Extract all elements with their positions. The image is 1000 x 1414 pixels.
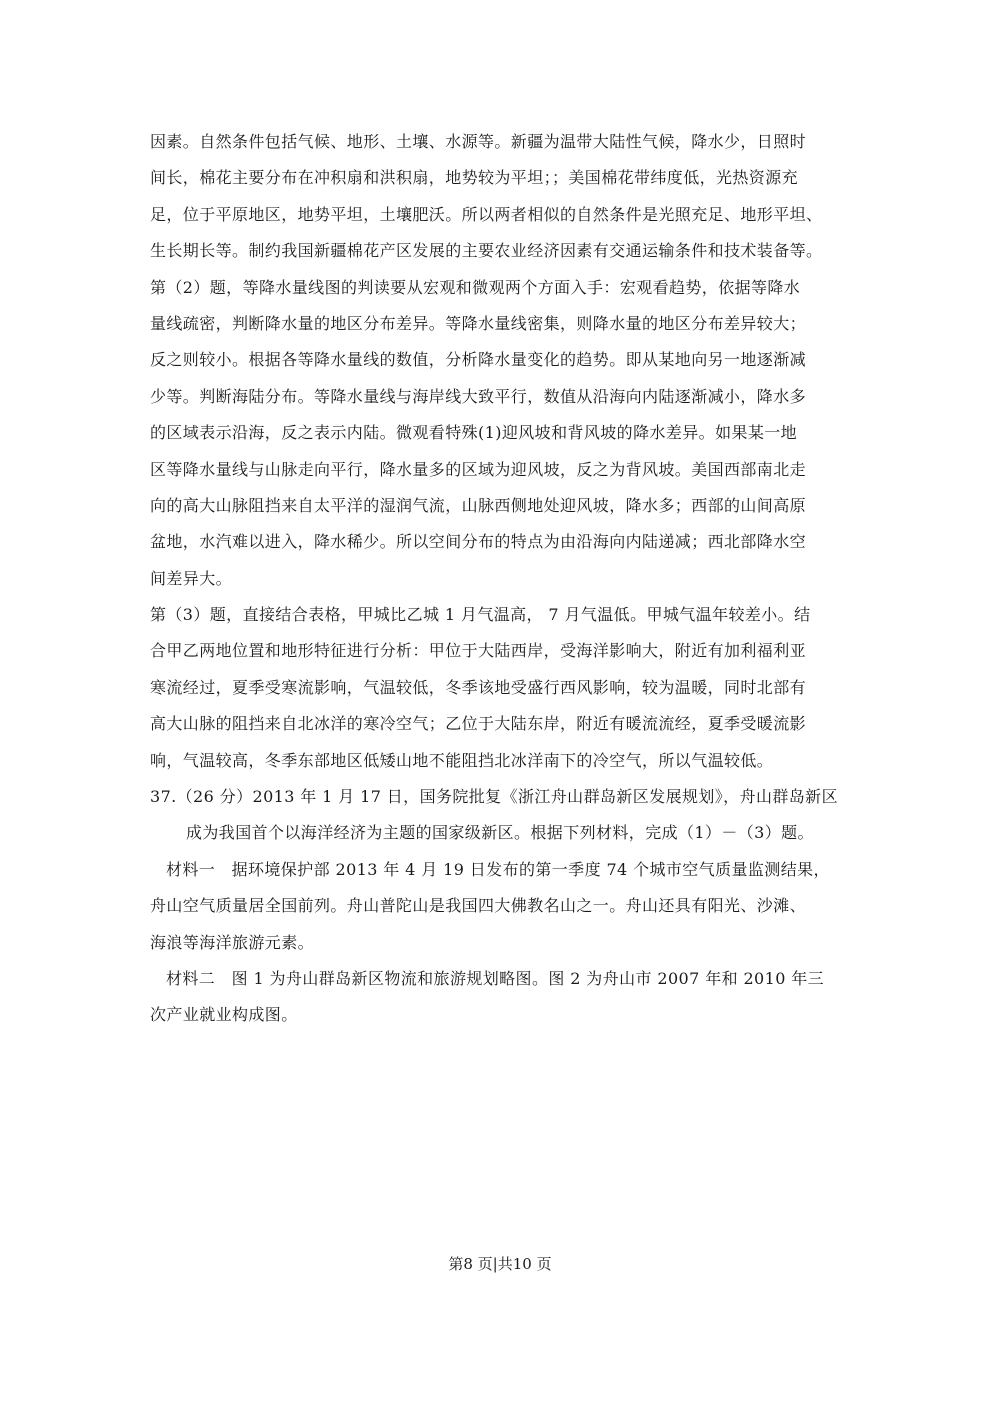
text-line: 舟山空气质量居全国前列。舟山普陀山是我国四大佛教名山之一。舟山还具有阳光、沙滩、 <box>150 896 807 916</box>
text-line: 量线疏密，判断降水量的地区分布差异。等降水量线密集，则降水量的地区分布差异较大； <box>150 313 807 333</box>
text-line: 足，位于平原地区，地势平坦，土壤肥沃。所以两者相似的自然条件是光照充足、地形平坦、 <box>150 204 823 224</box>
text-line: 次产业就业构成图。 <box>150 1005 298 1025</box>
text-line: 的区域表示沿海，反之表示内陆。微观看特殊(1)迎风坡和背风坡的降水差异。如果某一地 <box>150 423 798 443</box>
document-body <box>150 124 856 1034</box>
text-line: 合甲乙两地位置和地形特征进行分析：甲位于大陆西岸，受海洋影响大，附近有加利福利亚 <box>150 641 807 661</box>
material-two: 材料二 图 1 为舟山群岛新区物流和旅游规划略图。图 2 为舟山市 2007 年和 2010 年三 <box>166 968 825 988</box>
page-footer: 第8 页|共10 页 <box>448 1255 552 1273</box>
text-line: 间长，棉花主要分布在冲积扇和洪积扇，地势较为平坦；；美国棉花带纬度低，光热资源充 <box>150 168 799 188</box>
text-line: 海浪等海洋旅游元素。 <box>150 932 315 952</box>
text-line: 第（2）题，等降水量线图的判读要从宏观和微观两个方面入手：宏观看趋势，依据等降水 <box>150 277 801 297</box>
text-line: 反之则较小。根据各等降水量线的数值，分析降水量变化的趋势。即从某地向另一地逐渐减 <box>150 350 807 370</box>
question-text: 成为我国首个以海洋经济为主题的国家级新区。根据下列材料，完成（1）－（3）题。 <box>186 823 814 843</box>
text-line: 向的高大山脉阻挡来自太平洋的湿润气流，山脉西侧地处迎风坡，降水多；西部的山间高原 <box>150 495 807 515</box>
text-line: 盆地，水汽难以进入，降水稀少。所以空间分布的特点为由沿海向内陆递减；西北部降水空 <box>150 532 807 552</box>
text-line: 寒流经过，夏季受寒流影响，气温较低，冬季该地受盛行西风影响，较为温暖，同时北部有 <box>150 677 807 697</box>
text-line: 第（3）题，直接结合表格，甲城比乙城 1 月气温高， 7 月气温低。甲城气温年较差小。结 <box>150 605 811 625</box>
question-heading: 37.（26 分）2013 年 1 月 17 日，国务院批复《浙江舟山群岛新区发展规划》，舟山群岛新区 <box>150 787 838 807</box>
text-line: 因素。自然条件包括气候、地形、土壤、水源等。新疆为温带大陆性气候，降水少，日照时 <box>150 132 807 151</box>
text-line: 少等。判断海陆分布。等降水量线与海岸线大致平行，数值从沿海向内陆逐渐减小，降水多 <box>150 386 807 406</box>
text-line: 生长期长等。制约我国新疆棉花产区发展的主要农业经济因素有交通运输条件和技术装备等。 <box>150 241 823 261</box>
text-line: 响，气温较高，冬季东部地区低矮山地不能阻挡北冰洋南下的冷空气，所以气温较低。 <box>150 750 774 770</box>
text-line: 区等降水量线与山脉走向平行，降水量多的区域为迎风坡，反之为背风坡。美国西部南北走 <box>150 459 807 479</box>
text-line: 间差异大。 <box>150 568 233 588</box>
text-line: 高大山脉的阻挡来自北冰洋的寒冷空气；乙位于大陆东岸，附近有暖流流经，夏季受暖流影 <box>150 714 807 734</box>
material-one: 材料一 据环境保护部 2013 年 4 月 19 日发布的第一季度 74 个城市空气质量监测结果， <box>166 859 830 879</box>
